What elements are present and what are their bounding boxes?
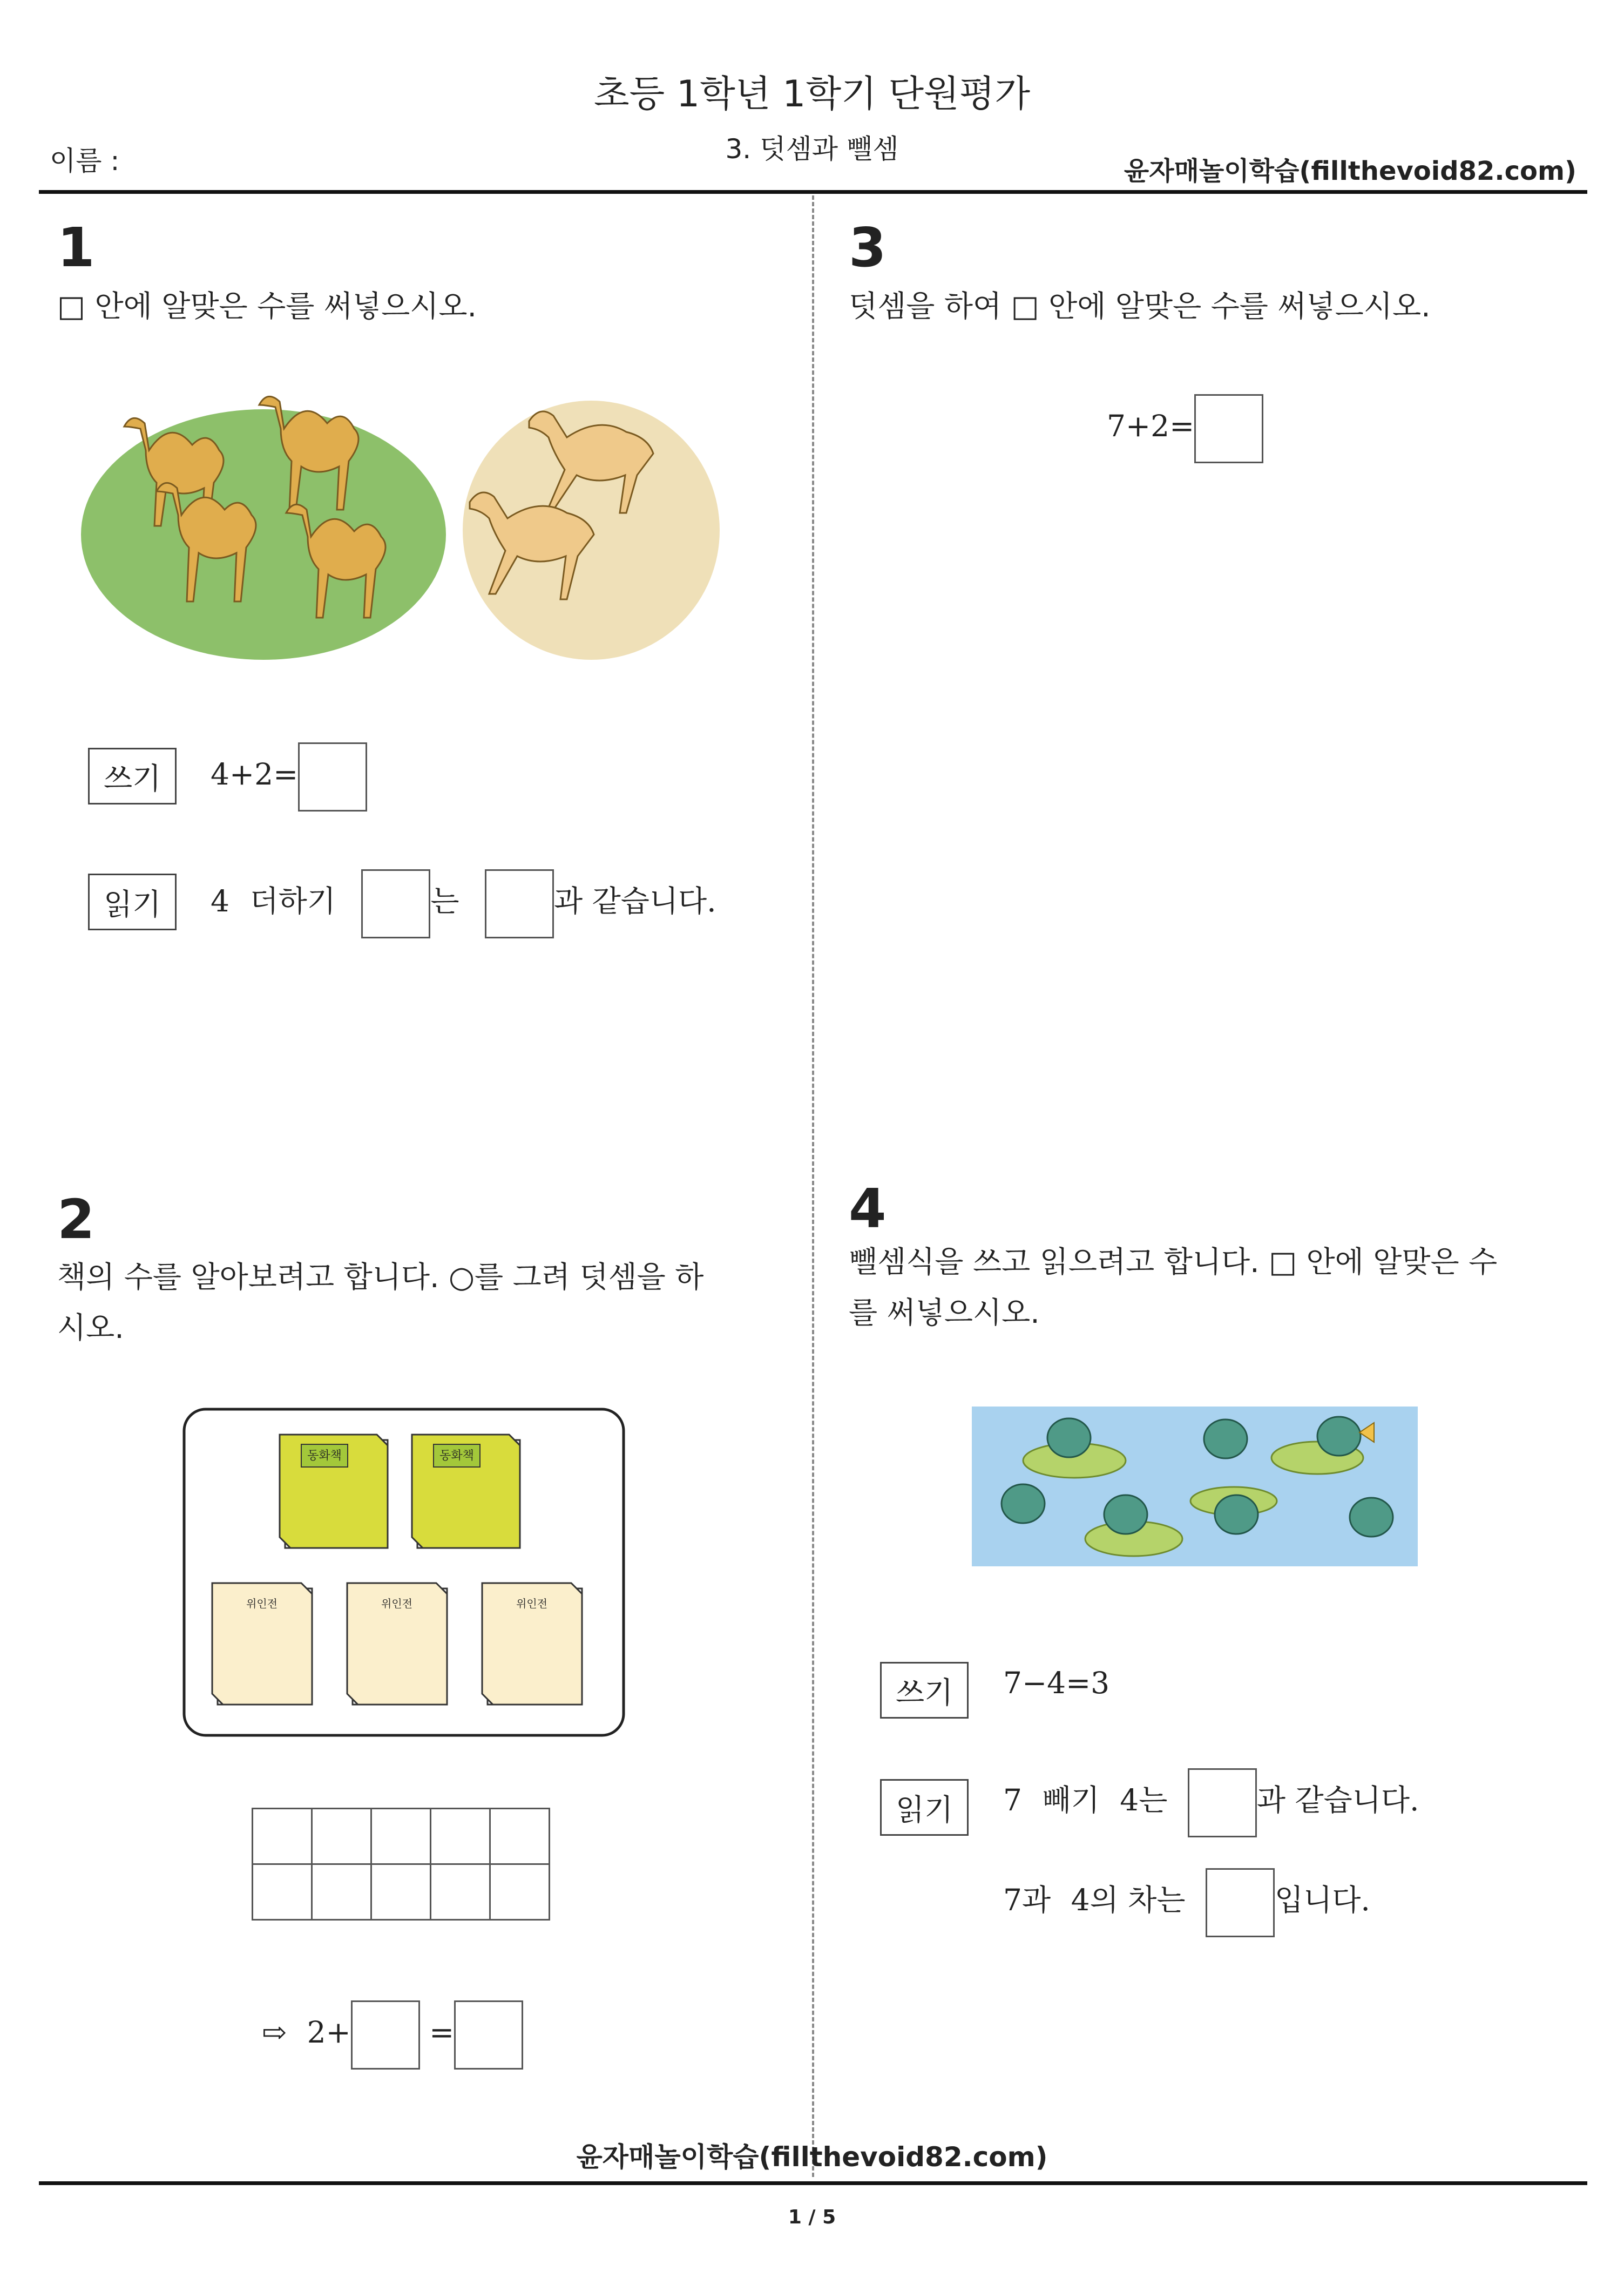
q3-answer-box[interactable]: [1194, 394, 1263, 463]
question-4-instruction: [849, 1236, 1567, 1338]
book-label: 위인전: [246, 1597, 278, 1610]
book-icon: [482, 1583, 582, 1705]
grid-cell[interactable]: [371, 1809, 431, 1864]
q1-read-mid: 는: [430, 884, 459, 918]
q4-read-row-1: [1003, 1768, 1419, 1837]
q1-write-row: [211, 742, 367, 812]
book-label: 동화책: [439, 1449, 474, 1463]
q3-equation: 7+2=: [1107, 409, 1195, 443]
question-3-number: 3: [849, 216, 887, 279]
q4-instruction-line-2: 를 써넣으시오.: [849, 1295, 1040, 1330]
frog-icon: [1104, 1495, 1147, 1534]
q4-read2-4: 4: [1071, 1883, 1090, 1917]
column-divider: [812, 195, 814, 2177]
q1-read-start: 4: [211, 884, 229, 918]
books-illustration: [182, 1408, 625, 1737]
q2-equation-row: [262, 2000, 523, 2070]
q1-read-tag: 읽기: [88, 874, 177, 930]
grid-cell[interactable]: [490, 1864, 550, 1920]
q1-read-box-2[interactable]: [485, 869, 554, 938]
frog-icon: [1317, 1417, 1361, 1456]
frog-icon: [1350, 1498, 1393, 1537]
grid-row: [253, 1809, 550, 1864]
q1-equation: 4+2=: [211, 757, 299, 792]
question-1-number: 1: [57, 216, 95, 279]
green-field-icon: [81, 409, 446, 660]
grid-cell[interactable]: [253, 1809, 312, 1864]
question-1-instruction: □ 안에 알맞은 수를 써넣으시오.: [57, 289, 477, 323]
footer-rule: [39, 2181, 1587, 2185]
q4-read2-ui: 의 차는: [1090, 1883, 1186, 1917]
book-label: 위인전: [381, 1597, 412, 1610]
question-3-instruction: 덧셈을 하여 □ 안에 알맞은 수를 써넣으시오.: [849, 289, 1431, 323]
page-title: 초등 1학년 1학기 단원평가: [593, 73, 1031, 116]
grid-cell[interactable]: [431, 1809, 490, 1864]
q3-equation-row: [1107, 394, 1263, 463]
unit-subtitle: 3. 덧셈과 뺄셈: [725, 133, 899, 165]
book-icon: [280, 1435, 388, 1548]
q4-read-end-1: 과 같습니다.: [1256, 1783, 1419, 1817]
q2-instruction-line-2: 시오.: [57, 1310, 124, 1345]
question-4-number: 4: [849, 1177, 887, 1240]
q4-read-tag: 읽기: [880, 1779, 969, 1836]
book-icon: [212, 1583, 312, 1705]
q4-read2-gwa: 과: [1022, 1883, 1051, 1917]
q4-read-box-1[interactable]: [1188, 1768, 1257, 1837]
counting-grid[interactable]: [252, 1808, 550, 1921]
q4-write-equation: 7−4=3: [1003, 1666, 1110, 1700]
header-rule: [39, 190, 1587, 194]
q4-read-eun: 는: [1139, 1783, 1168, 1817]
q1-read-box-1[interactable]: [361, 869, 430, 938]
book-icon: [347, 1583, 447, 1705]
frog-icon: [1204, 1419, 1247, 1458]
grid-row: [253, 1864, 550, 1920]
q4-read-box-2[interactable]: [1206, 1868, 1275, 1937]
frogs-pond-illustration: [972, 1407, 1418, 1566]
q4-read2-7: 7: [1003, 1883, 1022, 1917]
q2-eq-start: 2+: [307, 2015, 351, 2050]
q4-read-row-2: [1003, 1868, 1370, 1937]
q2-eq-equals: =: [429, 2015, 455, 2050]
book-label: 동화책: [307, 1449, 342, 1463]
q4-instruction-line-1: 뺄셈식을 쓰고 읽으려고 합니다. □ 안에 알맞은 수: [849, 1245, 1498, 1279]
q1-read-end: 과 같습니다.: [553, 884, 716, 918]
page-number: 1 / 5: [788, 2206, 836, 2228]
q4-write-tag: 쓰기: [880, 1662, 969, 1719]
q4-read-4: 4: [1120, 1783, 1139, 1817]
q4-read-minus: 빼기: [1042, 1783, 1100, 1817]
camels-illustration: [81, 378, 729, 670]
q2-instruction-line-1: 책의 수를 알아보려고 합니다. ○를 그려 덧셈을 하: [57, 1260, 704, 1294]
grid-cell[interactable]: [490, 1809, 550, 1864]
q2-answer-box-2[interactable]: [454, 2000, 523, 2070]
brand-header: 윤자매놀이학습(fillthevoid82.com): [1124, 156, 1576, 186]
question-2-number: 2: [57, 1188, 95, 1251]
name-label: 이름 :: [50, 145, 120, 177]
arrow-icon: ⇨: [262, 2015, 287, 2050]
grid-cell[interactable]: [431, 1864, 490, 1920]
book-icon: [412, 1435, 520, 1548]
grid-cell[interactable]: [312, 1809, 371, 1864]
brand-footer: 윤자매놀이학습(fillthevoid82.com): [576, 2141, 1048, 2173]
frog-icon: [1215, 1495, 1258, 1534]
frog-icon: [1002, 1484, 1045, 1523]
q2-answer-box-1[interactable]: [351, 2000, 420, 2070]
grid-cell[interactable]: [371, 1864, 431, 1920]
frog-icon: [1047, 1418, 1091, 1457]
q4-read-7: 7: [1003, 1783, 1022, 1817]
question-2-instruction: [57, 1252, 775, 1353]
grid-cell[interactable]: [253, 1864, 312, 1920]
grid-cell[interactable]: [312, 1864, 371, 1920]
q1-write-tag: 쓰기: [88, 748, 177, 804]
q1-answer-box[interactable]: [298, 742, 367, 812]
q4-read-end-2: 입니다.: [1274, 1883, 1370, 1917]
q1-read-row: [211, 869, 716, 938]
book-label: 위인전: [516, 1597, 547, 1610]
q1-read-plus: 더하기: [249, 884, 336, 918]
